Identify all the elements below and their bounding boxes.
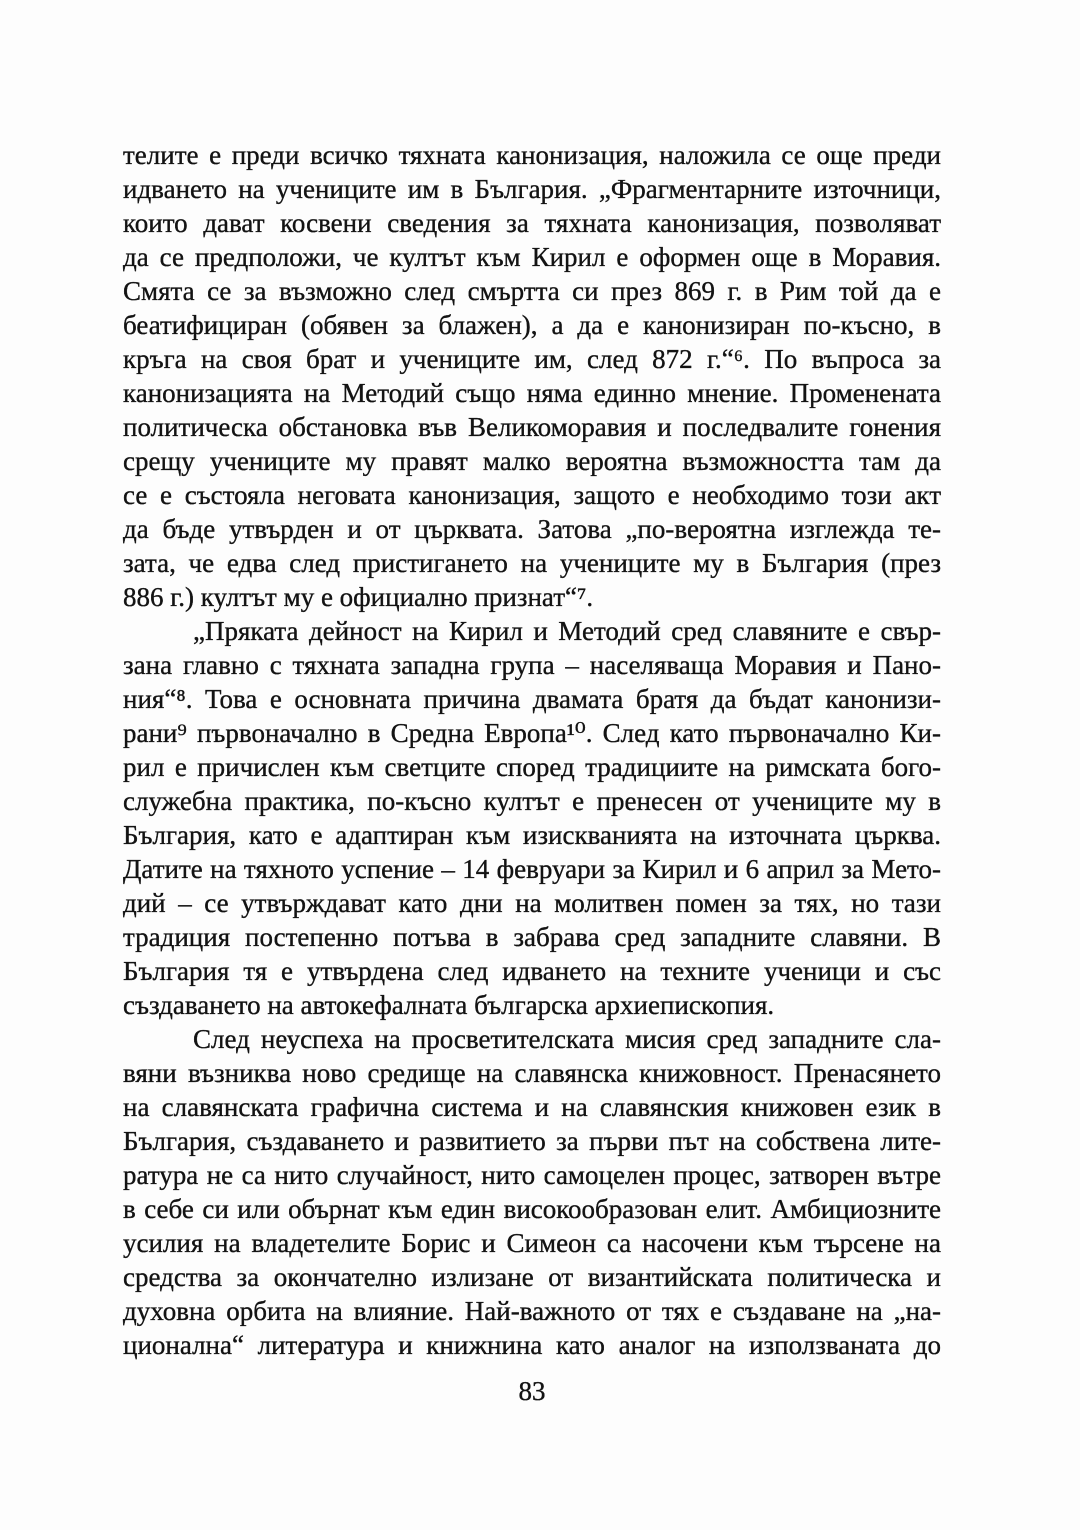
text-line-content: служебна практика, по-късно култът е пренесен от учениците му в bbox=[123, 786, 941, 816]
text-line-content: След неуспеха на просветителската мисия сред западните сла- bbox=[193, 1024, 941, 1054]
text-line bbox=[123, 240, 941, 274]
text-line bbox=[123, 1056, 941, 1090]
text-line-content: рани⁹ първоначално в Средна Европа¹⁰. След като първоначално Ки- bbox=[123, 718, 941, 748]
text-line bbox=[123, 1294, 941, 1328]
text-line bbox=[123, 206, 941, 240]
text-line-content: рил е причислен към светците според традициите на римската бого- bbox=[123, 752, 941, 782]
text-line-content: които дават косвени сведения за тяхната канонизация, позволяват bbox=[123, 208, 941, 238]
text-line-content: усилия на владетелите Борис и Симеон са насочени към търсене на bbox=[123, 1228, 941, 1258]
text-line bbox=[123, 784, 941, 818]
text-line-content: в себе си или обърнат към един високообразован елит. Амбициозните bbox=[123, 1194, 941, 1224]
text-line-content: духовна орбита на влияние. Най-важното от тях е създаване на „на- bbox=[123, 1296, 941, 1326]
text-line bbox=[123, 1090, 941, 1124]
text-line-content: ционална“ литература и книжнина като аналог на използваната до bbox=[123, 1330, 941, 1360]
text-line-content: Смята се за възможно след смъртта си през 869 г. в Рим той да е bbox=[123, 276, 941, 306]
text-line bbox=[123, 1260, 941, 1294]
text-line-content: създаването на автокефалната българска архиепископия. bbox=[123, 990, 775, 1020]
text-line-content: ния“⁸. Това е основната причина двамата братя да бъдат канонизи- bbox=[123, 684, 941, 714]
text-line bbox=[123, 886, 941, 920]
text-line bbox=[123, 1328, 941, 1362]
text-line bbox=[123, 1022, 941, 1056]
text-line-content: зата, че едва след пристигането на учениците му в България (през bbox=[123, 548, 941, 578]
text-line bbox=[123, 1192, 941, 1226]
text-line bbox=[123, 580, 941, 614]
text-line bbox=[123, 410, 941, 444]
text-line bbox=[123, 614, 941, 648]
paragraph bbox=[123, 1022, 941, 1362]
text-line bbox=[123, 1226, 941, 1260]
text-line bbox=[123, 376, 941, 410]
text-line bbox=[123, 512, 941, 546]
page-number: 83 bbox=[518, 1376, 546, 1406]
text-line-content: се е състояла неговата канонизация, защото е необходимо този акт bbox=[123, 480, 941, 510]
text-line-content: беатифициран (обявен за блажен), а да е канонизиран по-късно, в bbox=[123, 310, 941, 340]
text-line-content: България, като е адаптиран към изискванията на източната църква. bbox=[123, 820, 941, 850]
text-line bbox=[123, 750, 941, 784]
text-line bbox=[123, 648, 941, 682]
text-line bbox=[123, 954, 941, 988]
text-line-content: традиция постепенно потъва в забрава сред западните славяни. В bbox=[123, 922, 941, 952]
text-line-content: дий – се утвърждават като дни на молитвен помен за тях, но тази bbox=[123, 888, 941, 918]
text-line-content: канонизацията на Методий също няма единно мнение. Променената bbox=[123, 378, 941, 408]
text-line-content: България тя е утвърдена след идването на техните ученици и със bbox=[123, 956, 941, 986]
text-line bbox=[123, 682, 941, 716]
text-line-content: България, създаването и развитието за първи път на собствена лите- bbox=[123, 1126, 941, 1156]
text-line-content: да се предположи, че култът към Кирил е оформен още в Моравия. bbox=[123, 242, 941, 272]
text-line bbox=[123, 172, 941, 206]
text-line bbox=[123, 716, 941, 750]
text-line-content: Датите на тяхното успение – 14 февруари за Кирил и 6 април за Мето- bbox=[123, 854, 941, 884]
text-line bbox=[123, 818, 941, 852]
text-column bbox=[123, 138, 941, 1362]
text-line-content: политическа обстановка във Великоморавия и последвалите гонения bbox=[123, 412, 941, 442]
text-line-content: срещу учениците му правят малко вероятна възможността там да bbox=[123, 446, 941, 476]
text-line-content: телите е преди всичко тяхната канонизация, наложила се още преди bbox=[123, 140, 941, 170]
text-line-content: средства за окончателно излизане от византийската политическа и bbox=[123, 1262, 941, 1292]
text-line bbox=[123, 1124, 941, 1158]
text-line bbox=[123, 852, 941, 886]
text-line bbox=[123, 988, 941, 1022]
text-line-content: идването на учениците им в България. „Фрагментарните източници, bbox=[123, 174, 941, 204]
text-line-content: ратура не са нито случайност, нито самоцелен процес, затворен вътре bbox=[123, 1160, 941, 1190]
text-line bbox=[123, 478, 941, 512]
text-line bbox=[123, 138, 941, 172]
text-line bbox=[123, 342, 941, 376]
text-line-content: зана главно с тяхната западна група – населяваща Моравия и Пано- bbox=[123, 650, 941, 680]
paragraph bbox=[123, 138, 941, 614]
text-line bbox=[123, 444, 941, 478]
text-line bbox=[123, 1158, 941, 1192]
paragraph bbox=[123, 614, 941, 1022]
text-line-content: вяни възниква ново средище на славянска книжовност. Пренасянето bbox=[123, 1058, 941, 1088]
text-line-content: „Пряката дейност на Кирил и Методий сред славяните е свър- bbox=[193, 616, 941, 646]
text-line bbox=[123, 546, 941, 580]
text-line bbox=[123, 308, 941, 342]
text-line-content: кръга на своя брат и учениците им, след 872 г.“⁶. По въпроса за bbox=[123, 344, 941, 374]
text-line-content: да бъде утвърден и от църквата. Затова „по-вероятна изглежда те- bbox=[123, 514, 941, 544]
text-line-content: на славянската графична система и на славянския книжовен език в bbox=[123, 1092, 941, 1122]
text-line-content: 886 г.) култът му е официално признат“⁷. bbox=[123, 582, 594, 612]
text-line bbox=[123, 920, 941, 954]
text-line bbox=[123, 274, 941, 308]
